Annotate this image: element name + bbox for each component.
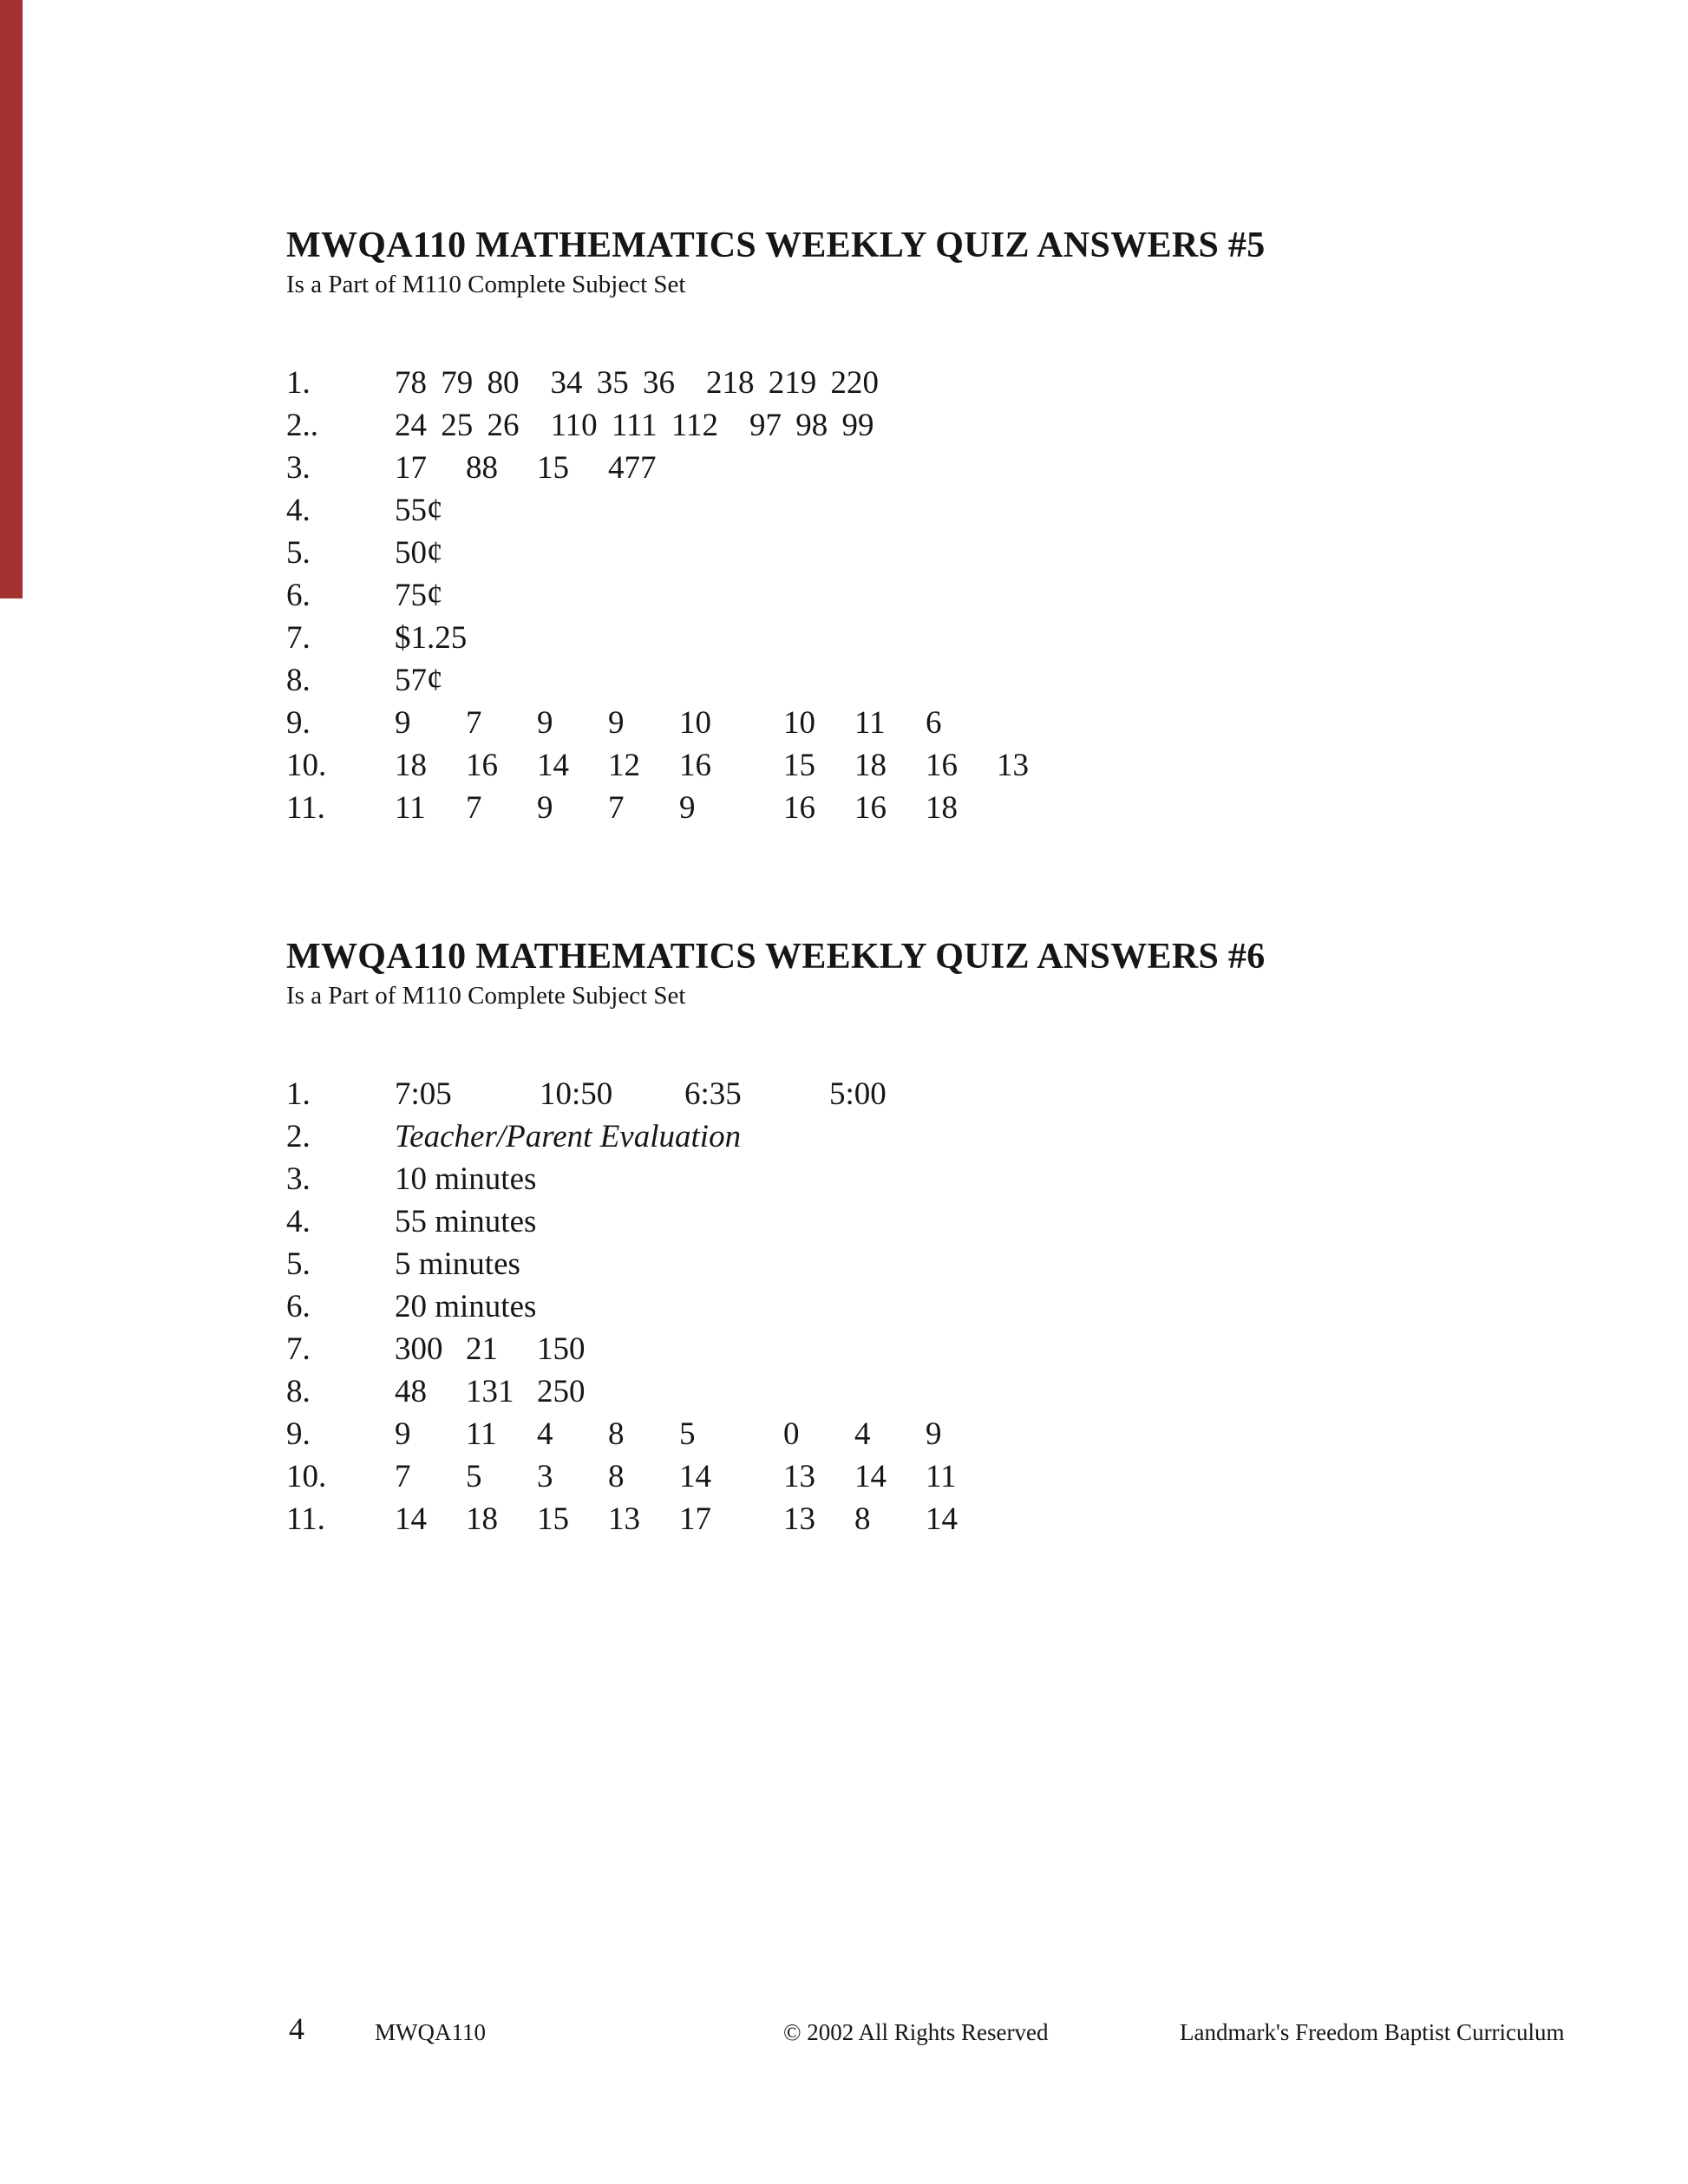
item-number: 2. xyxy=(286,1119,311,1154)
answer-value: 6:35 xyxy=(684,1076,742,1112)
answer-row xyxy=(286,489,1544,532)
answer-row xyxy=(286,617,1544,659)
footer-doc-code: MWQA110 xyxy=(375,2019,486,2045)
answer-value: 14 xyxy=(395,1501,427,1537)
item-number: 5. xyxy=(286,535,311,571)
answer-row xyxy=(286,1158,1544,1200)
answer-value: 55¢ xyxy=(395,493,443,528)
answer-value: 9 xyxy=(537,705,553,741)
quiz-answers-section-2 xyxy=(286,935,1544,1540)
answer-value: 8 xyxy=(608,1416,625,1452)
answer-value: 7 xyxy=(608,790,625,826)
answer-row xyxy=(286,447,1544,489)
answer-value: 3 xyxy=(537,1459,553,1494)
item-number: 10. xyxy=(286,1459,327,1494)
answer-value: 7:05 xyxy=(395,1076,452,1112)
answer-value: 16 xyxy=(679,748,711,783)
answer-value: 34 35 36 xyxy=(550,365,675,401)
answer-value: 9 xyxy=(395,705,411,741)
answer-value: 88 xyxy=(466,450,498,486)
answer-row xyxy=(286,574,1544,617)
answer-value: 75¢ xyxy=(395,578,443,613)
answer-value: 9 xyxy=(395,1416,411,1452)
item-number: 3. xyxy=(286,1161,311,1197)
answer-value: 13 xyxy=(783,1459,815,1494)
answer-value: 97 98 99 xyxy=(749,408,874,443)
section-subtitle: Is a Part of M110 Complete Subject Set xyxy=(286,271,686,298)
answer-row xyxy=(286,404,1544,447)
item-number: 1. xyxy=(286,1076,311,1112)
item-number: 4. xyxy=(286,1204,311,1239)
answer-value: 250 xyxy=(537,1374,586,1409)
item-number: 6. xyxy=(286,1289,311,1324)
answer-value: 18 xyxy=(926,790,958,826)
answer-value: 300 xyxy=(395,1331,443,1367)
answer-row xyxy=(286,1413,1544,1455)
answer-value: 7 xyxy=(466,705,482,741)
answer-value: 150 xyxy=(537,1331,586,1367)
answer-value: 14 xyxy=(854,1459,887,1494)
footer-copyright: © 2002 All Rights Reserved xyxy=(783,2019,1049,2045)
answer-value: 9 xyxy=(537,790,553,826)
answer-value: 18 xyxy=(466,1501,498,1537)
quiz-answers-section-1 xyxy=(286,224,1544,829)
answer-row xyxy=(286,1243,1544,1285)
answer-value: 16 xyxy=(854,790,887,826)
answer-value: 21 xyxy=(466,1331,498,1367)
answer-row xyxy=(286,1328,1544,1370)
answer-value: 0 xyxy=(783,1416,800,1452)
answer-value: 14 xyxy=(926,1501,958,1537)
answer-value: 11 xyxy=(395,790,426,826)
answer-value: Teacher/Parent Evaluation xyxy=(395,1119,742,1154)
item-number: 6. xyxy=(286,578,311,613)
answer-row xyxy=(286,1498,1544,1540)
answer-value: 7 xyxy=(466,790,482,826)
item-number: 2.. xyxy=(286,408,318,443)
answer-row xyxy=(286,702,1544,744)
answer-value: 16 xyxy=(783,790,815,826)
item-number: 11. xyxy=(286,790,325,826)
item-number: 9. xyxy=(286,1416,311,1452)
answer-value: 15 xyxy=(537,1501,569,1537)
item-number: 1. xyxy=(286,365,311,401)
answer-value: 78 79 80 xyxy=(395,365,520,401)
answer-value: 477 xyxy=(608,450,657,486)
answer-value: 17 xyxy=(395,450,427,486)
item-number: 8. xyxy=(286,663,311,698)
answer-value: 9 xyxy=(926,1416,942,1452)
answer-value: 131 xyxy=(466,1374,514,1409)
answer-value: 16 xyxy=(466,748,498,783)
answer-value: 11 xyxy=(466,1416,497,1452)
answer-row xyxy=(286,362,1544,404)
answer-value: 17 xyxy=(679,1501,711,1537)
answer-value: 10 xyxy=(679,705,711,741)
answer-value: 50¢ xyxy=(395,535,443,571)
answer-value: 20 minutes xyxy=(395,1289,537,1324)
answer-value: 13 xyxy=(783,1501,815,1537)
answer-value: 18 xyxy=(854,748,887,783)
item-number: 11. xyxy=(286,1501,325,1537)
answer-value: 57¢ xyxy=(395,663,443,698)
answer-row xyxy=(286,744,1544,787)
answer-value: 48 xyxy=(395,1374,427,1409)
section-title: MWQA110 MATHEMATICS WEEKLY QUIZ ANSWERS #5 xyxy=(286,226,1266,265)
item-number: 10. xyxy=(286,748,327,783)
answer-row xyxy=(286,532,1544,574)
answer-value: 15 xyxy=(783,748,815,783)
section-subtitle: Is a Part of M110 Complete Subject Set xyxy=(286,982,686,1010)
item-number: 7. xyxy=(286,620,311,656)
item-number: 4. xyxy=(286,493,311,528)
answer-value: 8 xyxy=(854,1501,871,1537)
answer-value: 18 xyxy=(395,748,427,783)
item-number: 8. xyxy=(286,1374,311,1409)
answer-value: 4 xyxy=(537,1416,553,1452)
answer-row xyxy=(286,787,1544,829)
answer-value: 11 xyxy=(854,705,886,741)
item-number: 3. xyxy=(286,450,311,486)
answer-value: 13 xyxy=(997,748,1029,783)
answer-row xyxy=(286,1285,1544,1328)
answer-row xyxy=(286,1455,1544,1498)
answer-value: 14 xyxy=(537,748,569,783)
item-number: 7. xyxy=(286,1331,311,1367)
item-number: 9. xyxy=(286,705,311,741)
answer-list xyxy=(286,1073,1544,1540)
answer-value: 16 xyxy=(926,748,958,783)
section-title: MWQA110 MATHEMATICS WEEKLY QUIZ ANSWERS #6 xyxy=(286,937,1266,977)
answer-value: $1.25 xyxy=(395,620,468,656)
answer-value: 9 xyxy=(679,790,696,826)
answer-value: 10 xyxy=(783,705,815,741)
answer-list xyxy=(286,362,1544,829)
scan-artifact-red-strip xyxy=(0,0,23,598)
answer-value: 218 219 220 xyxy=(706,365,879,401)
answer-row xyxy=(286,659,1544,702)
answer-value: 5:00 xyxy=(829,1076,887,1112)
answer-value: 24 25 26 xyxy=(395,408,520,443)
answer-value: 5 xyxy=(466,1459,482,1494)
answer-value: 110 111 112 xyxy=(550,408,719,443)
answer-row xyxy=(286,1200,1544,1243)
answer-value: 13 xyxy=(608,1501,640,1537)
answer-row xyxy=(286,1370,1544,1413)
answer-value: 9 xyxy=(608,705,625,741)
answer-value: 14 xyxy=(679,1459,711,1494)
answer-value: 8 xyxy=(608,1459,625,1494)
answer-value: 15 xyxy=(537,450,569,486)
answer-value: 10:50 xyxy=(540,1076,613,1112)
footer-publisher: Landmark's Freedom Baptist Curriculum xyxy=(1180,2019,1565,2045)
answer-row xyxy=(286,1115,1544,1158)
answer-value: 12 xyxy=(608,748,640,783)
page-number: 4 xyxy=(289,2011,304,2046)
answer-row xyxy=(286,1073,1544,1115)
answer-value: 5 minutes xyxy=(395,1246,520,1282)
item-number: 5. xyxy=(286,1246,311,1282)
answer-value: 10 minutes xyxy=(395,1161,537,1197)
answer-value: 5 xyxy=(679,1416,696,1452)
answer-value: 55 minutes xyxy=(395,1204,537,1239)
answer-value: 4 xyxy=(854,1416,871,1452)
answer-value: 11 xyxy=(926,1459,957,1494)
answer-value: 7 xyxy=(395,1459,411,1494)
answer-value: 6 xyxy=(926,705,942,741)
